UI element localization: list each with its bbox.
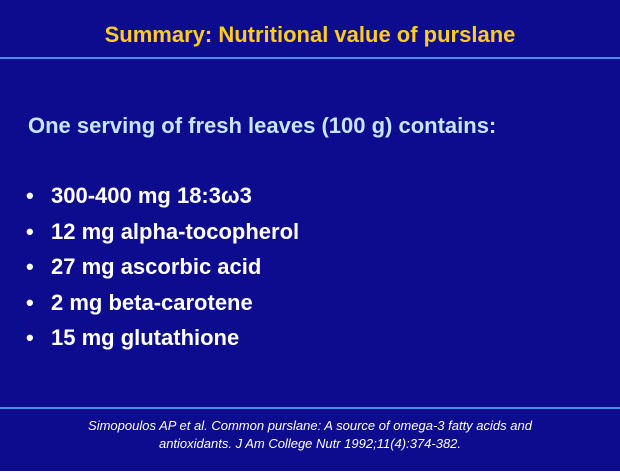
citation-line: Simopoulos AP et al. Common purslane: A source of omega-3 fatty acids and: [88, 418, 532, 433]
bullet-icon: •: [26, 254, 34, 279]
nutrient-text: 15 mg glutathione: [51, 325, 240, 350]
nutrient-text: 2 mg beta-carotene: [51, 289, 253, 315]
nutrient-text: 300-400 mg 18:3ω3: [51, 183, 252, 208]
slide-title: Summary: Nutritional value of purslane: [104, 22, 516, 47]
citation: [0, 417, 620, 453]
bullet-icon: •: [26, 218, 34, 244]
citation-line: antioxidants. J Am College Nutr 1992;11(4):374-382.: [158, 436, 462, 451]
nutrient-text: 27 mg ascorbic acid: [51, 254, 262, 279]
bullet-icon: •: [26, 289, 34, 315]
slide-subtitle: One serving of fresh leaves (100 g) contains:: [28, 113, 497, 138]
title-divider: [0, 57, 620, 59]
bullet-icon: •: [26, 325, 34, 350]
footer-divider: [0, 407, 620, 409]
nutrient-text: 12 mg alpha-tocopherol: [51, 218, 300, 244]
bullet-icon: •: [26, 183, 34, 208]
